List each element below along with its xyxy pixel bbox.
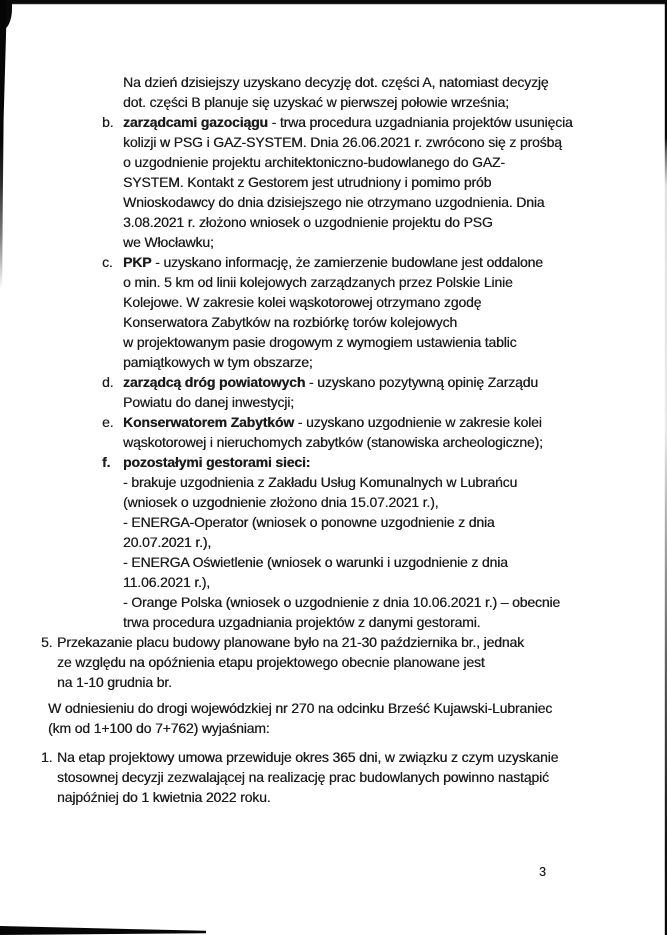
list-item [0,632,647,692]
list-item [0,112,647,252]
paragraph [0,698,647,738]
list-item [0,372,647,412]
list-marker: b. [102,114,114,130]
text-lines: Przekazanie placu budowy planowane było na 21-30 października br., jednak ze względu na opóźnienia etapu projektowego obecnie planowane jest na 1-10 grudnia br. [57,634,524,690]
page-number: 3 [539,865,546,879]
paragraph [0,72,647,112]
list-marker: f. [102,454,111,470]
list-item [0,747,647,807]
list-marker: e. [102,414,114,430]
scan-edge-top [0,0,667,5]
list-marker: d. [102,374,114,390]
scan-edge-bottom [0,925,206,935]
text-lines: Na etap projektowy umowa przewiduje okres 365 dni, w związku z czym uzyskanie stosownej decyzji zezwalającej na realizację prac budowlanych powinno nastąpić najpóźniej do 1 kwietnia 2022 roku. [57,749,559,805]
list-marker: c. [102,254,113,270]
text-lines: PKP - uzyskano informację, że zamierzenie budowlane jest oddalone o min. 5 km od linii kolejowych zarządzanych przez Polskie Linie Kolejowe. W zakresie kolei wąskotorowej otrzymano zgodę Konserwatora Zabytków na rozbiórkę torów kolejowych w projektowanym pasie drogowym z wymogiem ustawienia tablic pamiątkowych w tym obszarze; [123,254,543,370]
text-lines: zarządcami gazociągu - trwa procedura uzgadniania projektów usunięcia kolizji w PSG i GAZ-SYSTEM. Dnia 26.06.2021 r. zwrócono się z prośbą o uzgodnienie projektu architektoniczno-budowlanego do GAZ- SYSTEM. Kontakt z Gestorem jest utrudniony i pomimo prób Wnioskodawcy do dnia dzisiejszego nie otrzymano uzgodnienia. Dnia 3.08.2021 r. złożono wniosek o uzgodnienie projektu do PSG we Włocławku; [123,114,573,250]
list-item [0,452,647,632]
list-marker: 5. [41,634,53,650]
text-lines: pozostałymi gestorami sieci: - brakuje uzgodnienia z Zakładu Usług Komunalnych w Lubrańcu (wniosek o uzgodnienie złożono dnia 15.07.2021 r.), - ENERGA-Operator (wniosek o ponowne uzgodnienie z dnia 20.07.2021 r.), - ENERGA Oświetlenie (wniosek o warunki i uzgodnienie z dnia 11.06.2021 r.), - Orange Polska (wniosek o uzgodnienie z dnia 10.06.2021 r.) – obecnie trwa procedura uzgadniania projektów z danymi gestorami. [123,454,561,630]
text-lines: Na dzień dzisiejszy uzyskano decyzję dot. części A, natomiast decyzję dot. części B planuje się uzyskać w pierwszej połowie września; [123,74,549,110]
text-lines: W odniesieniu do drogi wojewódzkiej nr 270 na odcinku Brześć Kujawski-Lubraniec (km od 1+100 do 7+762) wyjaśniam: [48,700,553,736]
list-item [0,412,647,452]
text-lines: zarządcą dróg powiatowych - uzyskano pozytywną opinię Zarządu Powiatu do danej inwestycji; [123,374,538,410]
document-body [0,72,647,807]
list-marker: 1. [41,749,53,765]
list-item [0,252,647,372]
scan-edge-right [663,0,667,935]
text-lines: Konserwatorem Zabytków - uzyskano uzgodnienie w zakresie kolei wąskotorowej i nieruchomych zabytków (stanowiska archeologiczne); [123,414,543,450]
